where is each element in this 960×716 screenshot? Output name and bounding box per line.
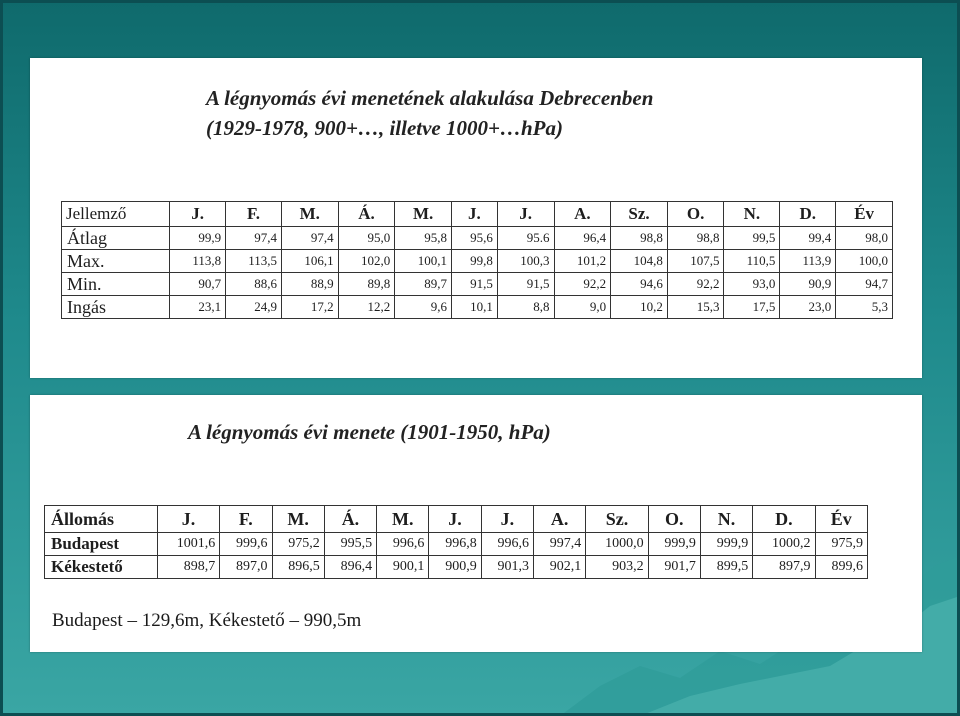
table2-col-header: D. bbox=[753, 506, 815, 533]
table-cell: 95,8 bbox=[395, 227, 452, 250]
table1-col-header: Sz. bbox=[611, 202, 668, 227]
row-label: Ingás bbox=[62, 296, 170, 319]
table-cell: 10,1 bbox=[451, 296, 497, 319]
table1-col-header: M. bbox=[281, 202, 338, 227]
table-cell: 902,1 bbox=[533, 556, 585, 579]
table-cell: 975,9 bbox=[815, 533, 867, 556]
table-cell: 104,8 bbox=[611, 250, 668, 273]
table-cell: 107,5 bbox=[667, 250, 724, 273]
table-cell: 23,0 bbox=[780, 296, 836, 319]
table-cell: 903,2 bbox=[586, 556, 648, 579]
table-cell: 88,9 bbox=[281, 273, 338, 296]
table-cell: 896,4 bbox=[324, 556, 376, 579]
table1-col-header: J. bbox=[170, 202, 226, 227]
table-cell: 1000,2 bbox=[753, 533, 815, 556]
table2-col-header: Á. bbox=[324, 506, 376, 533]
table1-row-min bbox=[62, 273, 893, 296]
table-cell: 15,3 bbox=[667, 296, 724, 319]
table-cell: 996,6 bbox=[377, 533, 429, 556]
table-cell: 95.6 bbox=[497, 227, 554, 250]
table2-col-header: J. bbox=[481, 506, 533, 533]
row-label: Min. bbox=[62, 273, 170, 296]
table-cell: 94,6 bbox=[611, 273, 668, 296]
table-cell: 110,5 bbox=[724, 250, 780, 273]
table1-title-line2: (1929-1978, 900+…, illetve 1000+…hPa) bbox=[206, 116, 563, 140]
table-cell: 5,3 bbox=[836, 296, 893, 319]
table1-col-header: J. bbox=[451, 202, 497, 227]
table-cell: 899,6 bbox=[815, 556, 867, 579]
table2-col-header: Év bbox=[815, 506, 867, 533]
table2-row-budapest bbox=[45, 533, 868, 556]
table-cell: 95,0 bbox=[338, 227, 395, 250]
table-cell: 98,8 bbox=[667, 227, 724, 250]
table-cell: 106,1 bbox=[281, 250, 338, 273]
table2-col-header: N. bbox=[700, 506, 752, 533]
scanned-table-stations bbox=[30, 395, 922, 652]
row-label: Budapest bbox=[45, 533, 158, 556]
table-cell: 975,2 bbox=[272, 533, 324, 556]
table-cell: 8,8 bbox=[497, 296, 554, 319]
scanned-table-debrecen bbox=[30, 58, 922, 378]
table-cell: 99,5 bbox=[724, 227, 780, 250]
table-cell: 9,6 bbox=[395, 296, 452, 319]
table-cell: 997,4 bbox=[533, 533, 585, 556]
row-label: Kékestető bbox=[45, 556, 158, 579]
table-cell: 901,7 bbox=[648, 556, 700, 579]
table-cell: 999,9 bbox=[648, 533, 700, 556]
table2-col-header: M. bbox=[377, 506, 429, 533]
table2-station-pressure bbox=[44, 505, 868, 579]
row-label: Átlag bbox=[62, 227, 170, 250]
table-cell: 9,0 bbox=[554, 296, 611, 319]
table-cell: 1000,0 bbox=[586, 533, 648, 556]
table-cell: 96,4 bbox=[554, 227, 611, 250]
table-cell: 100,1 bbox=[395, 250, 452, 273]
table-cell: 89,7 bbox=[395, 273, 452, 296]
table-cell: 113,5 bbox=[226, 250, 282, 273]
table-cell: 97,4 bbox=[226, 227, 282, 250]
table2-title: A légnyomás évi menete (1901-1950, hPa) bbox=[188, 420, 551, 444]
table2-col-header: Sz. bbox=[586, 506, 648, 533]
table-cell: 12,2 bbox=[338, 296, 395, 319]
table-cell: 89,8 bbox=[338, 273, 395, 296]
table-cell: 90,7 bbox=[170, 273, 226, 296]
table-cell: 1001,6 bbox=[157, 533, 219, 556]
table-cell: 897,0 bbox=[220, 556, 272, 579]
table-cell: 896,5 bbox=[272, 556, 324, 579]
table1-col-header: D. bbox=[780, 202, 836, 227]
table2-col-header: M. bbox=[272, 506, 324, 533]
table-cell: 94,7 bbox=[836, 273, 893, 296]
table-cell: 113,8 bbox=[170, 250, 226, 273]
table1-col-header: J. bbox=[497, 202, 554, 227]
table-cell: 23,1 bbox=[170, 296, 226, 319]
table1-col-header: Év bbox=[836, 202, 893, 227]
table1-col-header: Jellemző bbox=[62, 202, 170, 227]
table2-col-header: Állomás bbox=[45, 506, 158, 533]
altitude-note: Budapest – 129,6m, Kékestető – 990,5m bbox=[52, 610, 362, 631]
table-cell: 99,4 bbox=[780, 227, 836, 250]
table-cell: 99,8 bbox=[451, 250, 497, 273]
table1-col-header: M. bbox=[395, 202, 452, 227]
table-cell: 900,1 bbox=[377, 556, 429, 579]
table-cell: 91,5 bbox=[451, 273, 497, 296]
table-cell: 899,5 bbox=[700, 556, 752, 579]
table-cell: 898,7 bbox=[157, 556, 219, 579]
table1-col-header: O. bbox=[667, 202, 724, 227]
table-cell: 97,4 bbox=[281, 227, 338, 250]
table1-col-header: F. bbox=[226, 202, 282, 227]
table2-header-row bbox=[45, 506, 868, 533]
table-cell: 101,2 bbox=[554, 250, 611, 273]
table2-col-header: O. bbox=[648, 506, 700, 533]
table1-col-header: A. bbox=[554, 202, 611, 227]
table-cell: 996,8 bbox=[429, 533, 481, 556]
table-cell: 88,6 bbox=[226, 273, 282, 296]
table1-header-row bbox=[62, 202, 893, 227]
table1-title-line1: A légnyomás évi menetének alakulása Debrecenben bbox=[206, 86, 654, 110]
table2-col-header: J. bbox=[429, 506, 481, 533]
table-cell: 99,9 bbox=[170, 227, 226, 250]
table-cell: 93,0 bbox=[724, 273, 780, 296]
table2-col-header: J. bbox=[157, 506, 219, 533]
table-cell: 113,9 bbox=[780, 250, 836, 273]
table2-col-header: F. bbox=[220, 506, 272, 533]
table-cell: 90,9 bbox=[780, 273, 836, 296]
table-cell: 995,5 bbox=[324, 533, 376, 556]
table-cell: 17,5 bbox=[724, 296, 780, 319]
table-cell: 102,0 bbox=[338, 250, 395, 273]
table-cell: 17,2 bbox=[281, 296, 338, 319]
table-cell: 10,2 bbox=[611, 296, 668, 319]
table-cell: 897,9 bbox=[753, 556, 815, 579]
table-cell: 999,6 bbox=[220, 533, 272, 556]
table-cell: 24,9 bbox=[226, 296, 282, 319]
table1-row-ingas bbox=[62, 296, 893, 319]
table1-debrecen-pressure bbox=[61, 201, 893, 319]
table-cell: 92,2 bbox=[554, 273, 611, 296]
table-cell: 98,8 bbox=[611, 227, 668, 250]
table-cell: 98,0 bbox=[836, 227, 893, 250]
table-cell: 901,3 bbox=[481, 556, 533, 579]
table1-row-max bbox=[62, 250, 893, 273]
table-cell: 900,9 bbox=[429, 556, 481, 579]
table2-col-header: A. bbox=[533, 506, 585, 533]
table-cell: 95,6 bbox=[451, 227, 497, 250]
table-cell: 91,5 bbox=[497, 273, 554, 296]
table-cell: 100,3 bbox=[497, 250, 554, 273]
table1-col-header: N. bbox=[724, 202, 780, 227]
table1-col-header: Á. bbox=[338, 202, 395, 227]
table-cell: 100,0 bbox=[836, 250, 893, 273]
table-cell: 996,6 bbox=[481, 533, 533, 556]
table-cell: 92,2 bbox=[667, 273, 724, 296]
table2-row-kekesteto bbox=[45, 556, 868, 579]
table-cell: 999,9 bbox=[700, 533, 752, 556]
row-label: Max. bbox=[62, 250, 170, 273]
table1-row-atlag bbox=[62, 227, 893, 250]
